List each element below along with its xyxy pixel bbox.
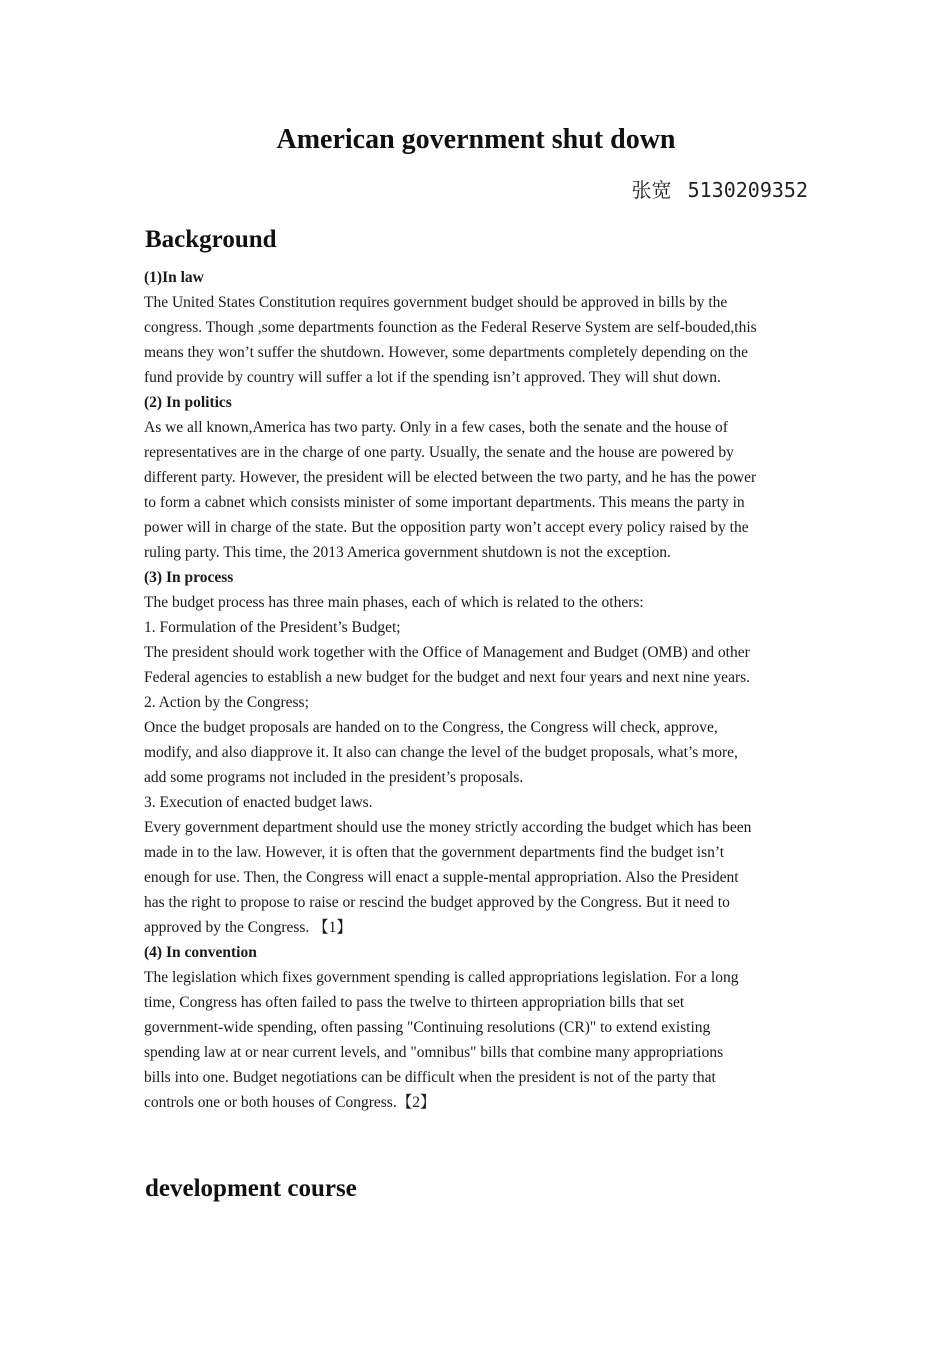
body-line: power will in charge of the state. But the opposition party won’t accept every policy raised by the <box>144 519 749 536</box>
body-line: Once the budget proposals are handed on to the Congress, the Congress will check, approve, <box>144 719 718 736</box>
body-line: As we all known,America has two party. Only in a few cases, both the senate and the house of <box>144 419 728 436</box>
subsection-heading: (4) In convention <box>144 944 257 961</box>
body-line: modify, and also diapprove it. It also can change the level of the budget proposals, what’s more, <box>144 744 738 761</box>
subsection-heading: (1)In law <box>144 269 204 286</box>
section-heading-development-course: development course <box>145 1175 357 1202</box>
author-name: 张宽 <box>631 178 672 202</box>
body-line: congress. Though ,some departments founction as the Federal Reserve System are self-bouded,this <box>144 319 757 336</box>
body-line: different party. However, the president will be elected between the two party, and he has the power <box>144 469 757 486</box>
body-line: enough for use. Then, the Congress will enact a supple-mental appropriation. Also the President <box>144 869 739 886</box>
body-line: The United States Constitution requires government budget should be approved in bills by the <box>144 294 728 311</box>
body-text <box>144 265 824 1115</box>
section-heading-background: Background <box>145 226 277 253</box>
author-line <box>628 176 808 204</box>
body-line: to form a cabnet which consists minister of some important departments. This means the party in <box>144 494 745 511</box>
body-line: government-wide spending, often passing "Continuing resolutions (CR)" to extend existing <box>144 1019 711 1036</box>
body-line: has the right to propose to raise or rescind the budget approved by the Congress. But it need to <box>144 894 730 911</box>
body-line: bills into one. Budget negotiations can be difficult when the president is not of the party that <box>144 1069 716 1086</box>
body-line: means they won’t suffer the shutdown. However, some departments completely depending on the <box>144 344 749 361</box>
body-line: time, Congress has often failed to pass the twelve to thirteen appropriation bills that set <box>144 994 685 1011</box>
body-line: controls one or both houses of Congress.【2】 <box>144 1094 436 1111</box>
body-line: 3. Execution of enacted budget laws. <box>144 794 373 811</box>
document-title: American government shut down <box>276 124 676 155</box>
body-line: made in to the law. However, it is often that the government departments find the budget isn’t <box>144 844 725 861</box>
author-id: 5130209352 <box>687 178 808 202</box>
body-line: The legislation which fixes government spending is called appropriations legislation. For a long <box>144 969 739 986</box>
body-line: 2. Action by the Congress; <box>144 694 309 711</box>
body-line: The budget process has three main phases, each of which is related to the others: <box>144 594 644 611</box>
body-line: The president should work together with the Office of Management and Budget (OMB) and other <box>144 644 750 661</box>
body-line: ruling party. This time, the 2013 America government shutdown is not the exception. <box>144 544 671 561</box>
body-line: spending law at or near current levels, and "omnibus" bills that combine many appropriations <box>144 1044 724 1061</box>
subsection-heading: (3) In process <box>144 569 234 586</box>
body-line: add some programs not included in the president’s proposals. <box>144 769 524 786</box>
body-line: fund provide by country will suffer a lot if the spending isn’t approved. They will shut down. <box>144 369 721 386</box>
body-line: representatives are in the charge of one party. Usually, the senate and the house are powered by <box>144 444 734 461</box>
body-line: Every government department should use the money strictly according the budget which has been <box>144 819 752 836</box>
body-line: Federal agencies to establish a new budget for the budget and next four years and next nine years. <box>144 669 751 686</box>
subsection-heading: (2) In politics <box>144 394 232 411</box>
body-line: approved by the Congress. 【1】 <box>144 919 352 936</box>
body-line: 1. Formulation of the President’s Budget; <box>144 619 401 636</box>
